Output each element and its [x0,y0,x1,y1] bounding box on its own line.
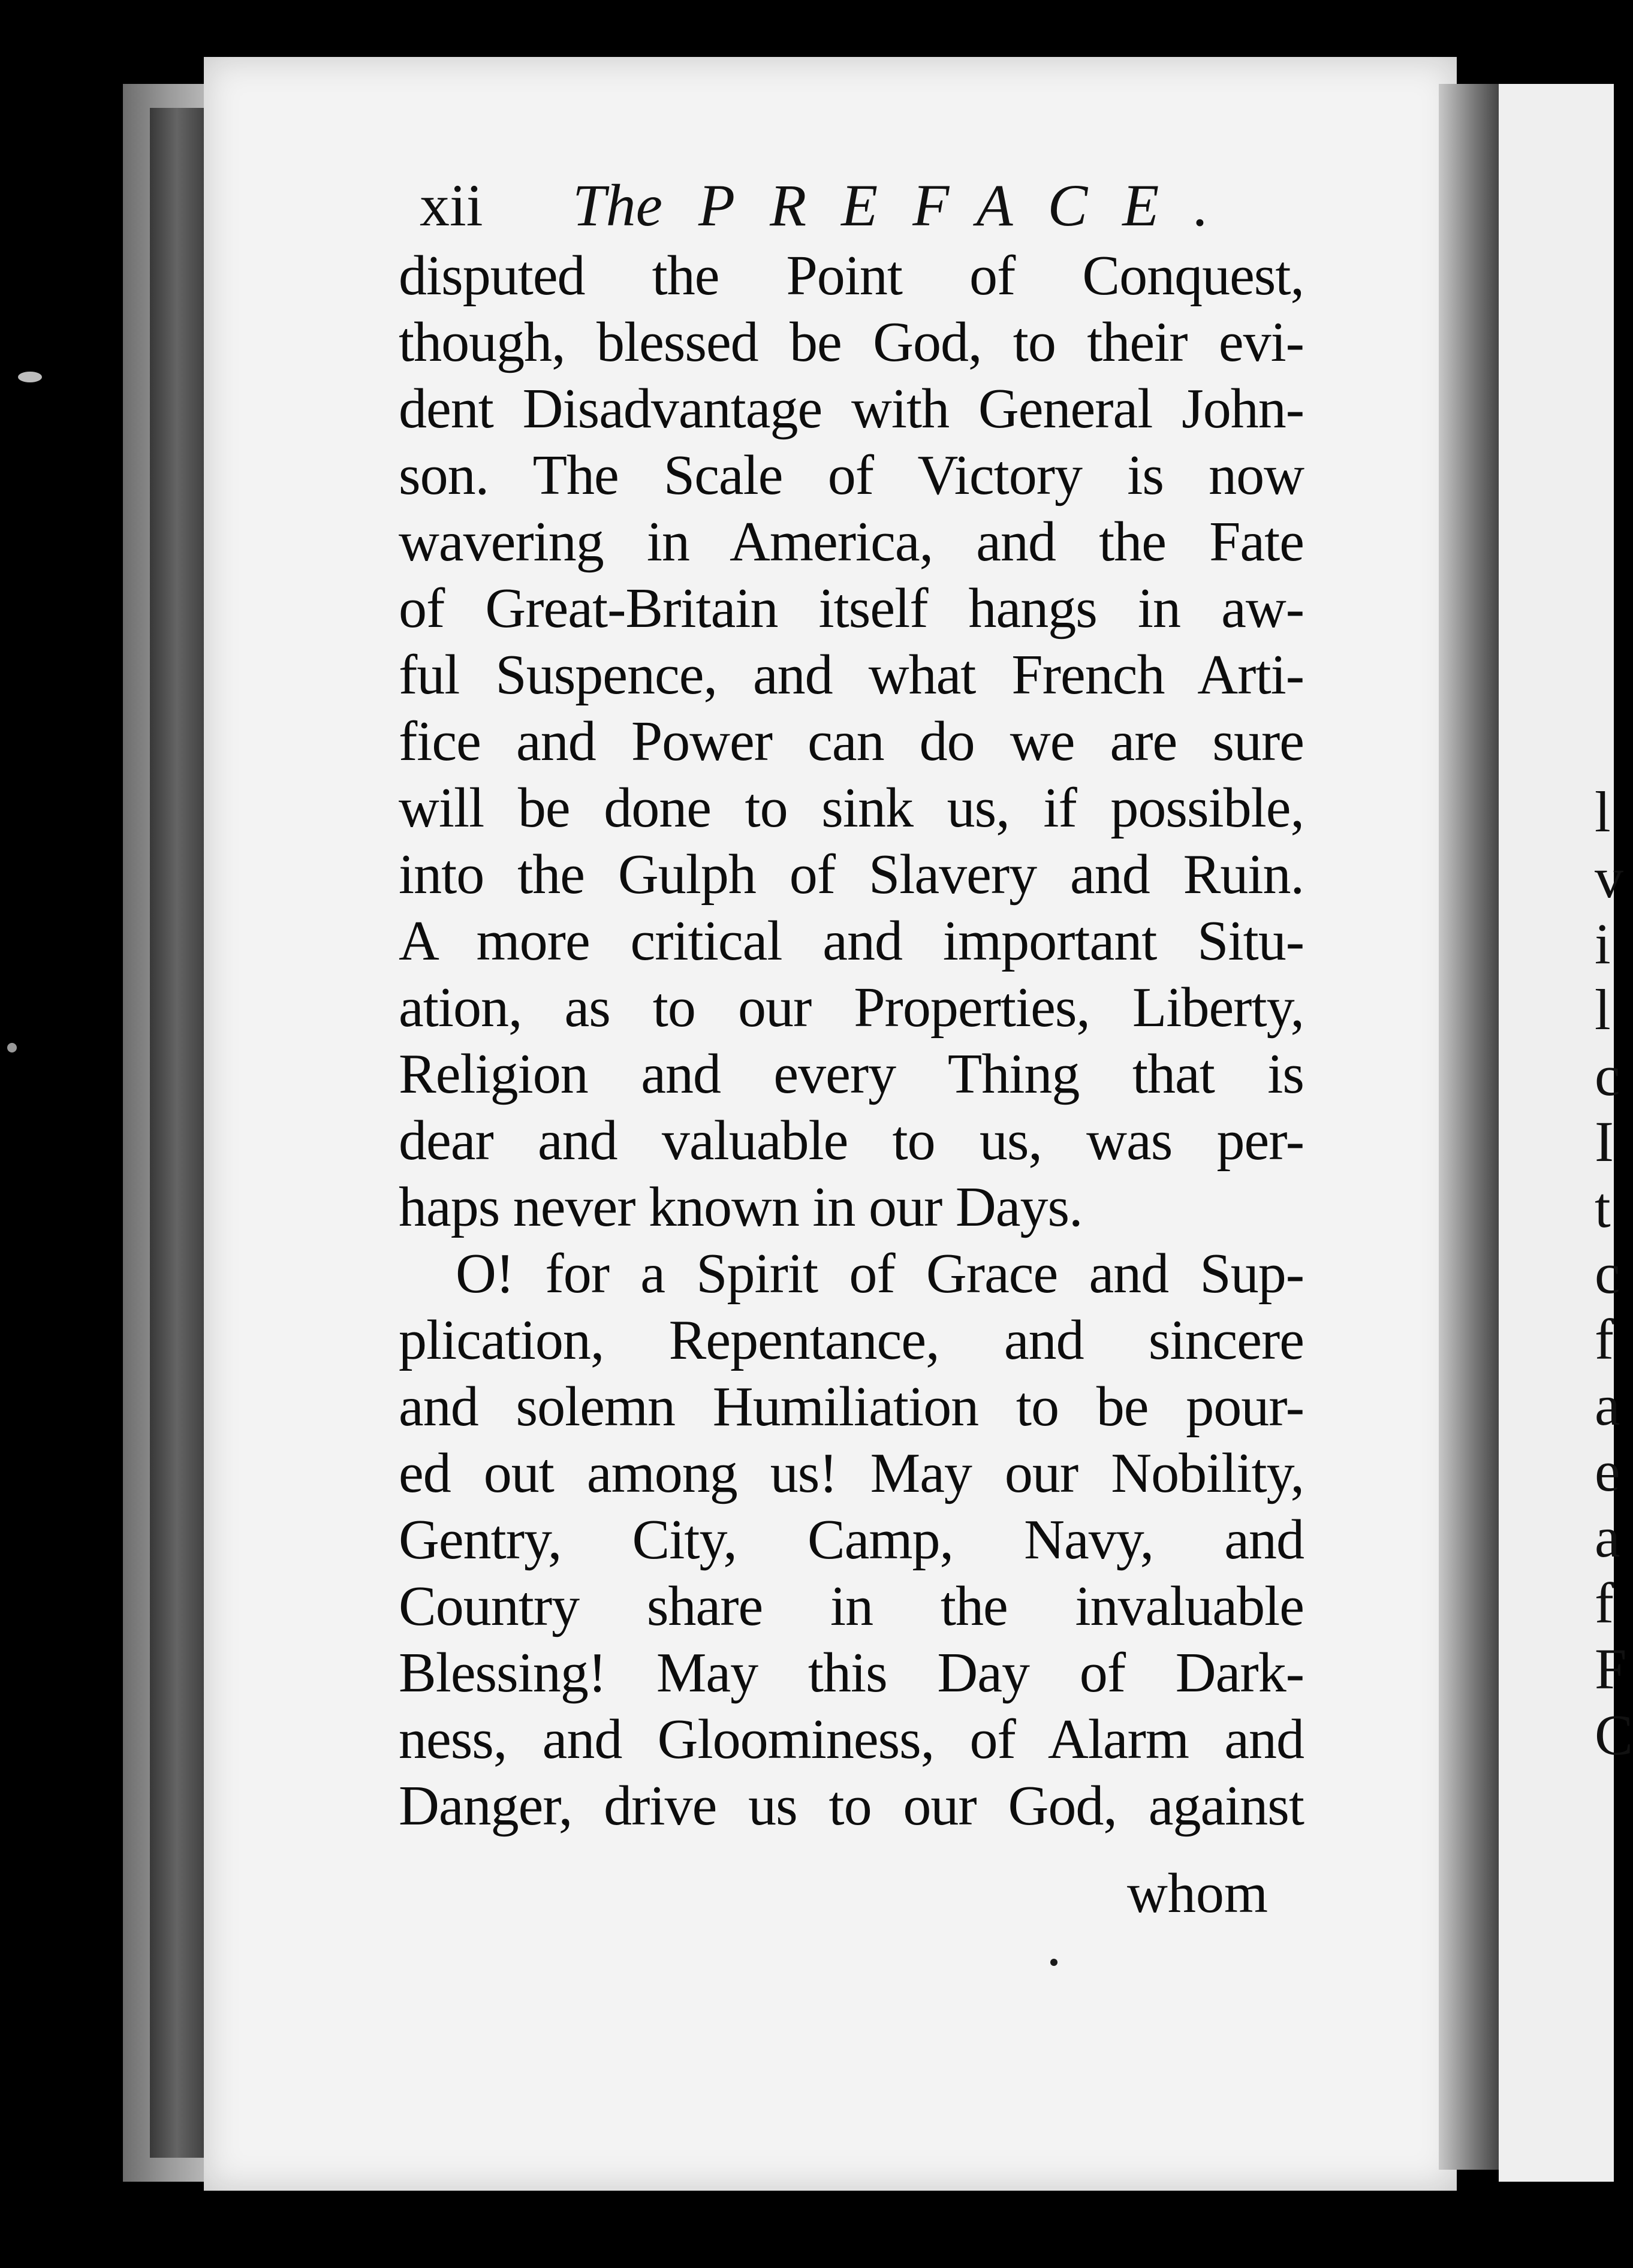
text-line: haps never known in our Days. [399,1176,1083,1238]
facing-letter: a [1595,1373,1620,1437]
facing-letter: C [1595,1703,1633,1767]
text-line: Blessing! May this Day of Dark- [399,1642,1304,1704]
text-line: ed out among us! May our Nobility, [399,1442,1304,1504]
text-line: ness, and Gloominess, of Alarm and [399,1708,1304,1771]
facing-letter: f [1595,1571,1614,1635]
text-line: Gentry, City, Camp, Navy, and [399,1509,1304,1571]
ink-speck [7,1043,17,1052]
facing-letter: t [1595,1175,1611,1239]
running-head-the: The [573,172,662,239]
text-line: ful Suspence, and what French Arti- [399,644,1304,706]
facing-letter: v [1595,846,1623,910]
text-line: dent Disadvantage with General John- [399,378,1304,440]
text-line: son. The Scale of Victory is now [399,444,1304,506]
facing-letter: i [1595,912,1611,976]
text-line: Country share in the invaluable [399,1575,1304,1637]
text-line: fice and Power can do we are sure [399,710,1304,773]
facing-letter: c [1595,1241,1620,1305]
text-line: wavering in America, and the Fate [399,511,1304,573]
text-line: into the Gulph of Slavery and Ruin. [399,843,1304,906]
facing-letter: I [1595,1109,1614,1174]
text-line: plication, Repentance, and sincere [399,1309,1304,1371]
page-gutter-shadow [1439,84,1505,2170]
text-line: and solemn Humiliation to be pour- [399,1376,1304,1438]
facing-page-text [1595,779,1633,1768]
page-number: xii [420,172,483,239]
facing-letter: f [1595,1307,1614,1371]
text-line: O! for a Spirit of Grace and Sup- [456,1242,1304,1305]
facing-letter: F [1595,1637,1627,1701]
facing-letter: l [1595,780,1611,844]
text-line: ation, as to our Properties, Liberty, [399,976,1304,1039]
running-head-title: PREFACE. [698,172,1244,239]
text-line: Danger, drive us to our God, against [399,1775,1304,1837]
text-line: A more critical and important Situ- [399,910,1304,972]
facing-letter: a [1595,1505,1620,1569]
ink-speck [18,372,42,382]
text-line: disputed the Point of Conquest, [399,245,1304,307]
facing-letter: c [1595,1043,1620,1108]
catchword: whom [1127,1862,1268,1925]
text-line: Religion and every Thing that is [399,1043,1304,1105]
running-head [420,159,1349,243]
text-line: of Great-Britain itself hangs in aw- [399,577,1304,640]
text-line: dear and valuable to us, was per- [399,1109,1304,1172]
text-line: will be done to sink us, if possible, [399,777,1304,839]
binding-shadow [150,108,204,2158]
text-line: though, blessed be God, to their evi- [399,311,1304,373]
ink-speck [1050,1959,1057,1966]
facing-letter: l [1595,978,1611,1042]
facing-letter: e [1595,1439,1620,1503]
body-text [399,243,1304,1839]
